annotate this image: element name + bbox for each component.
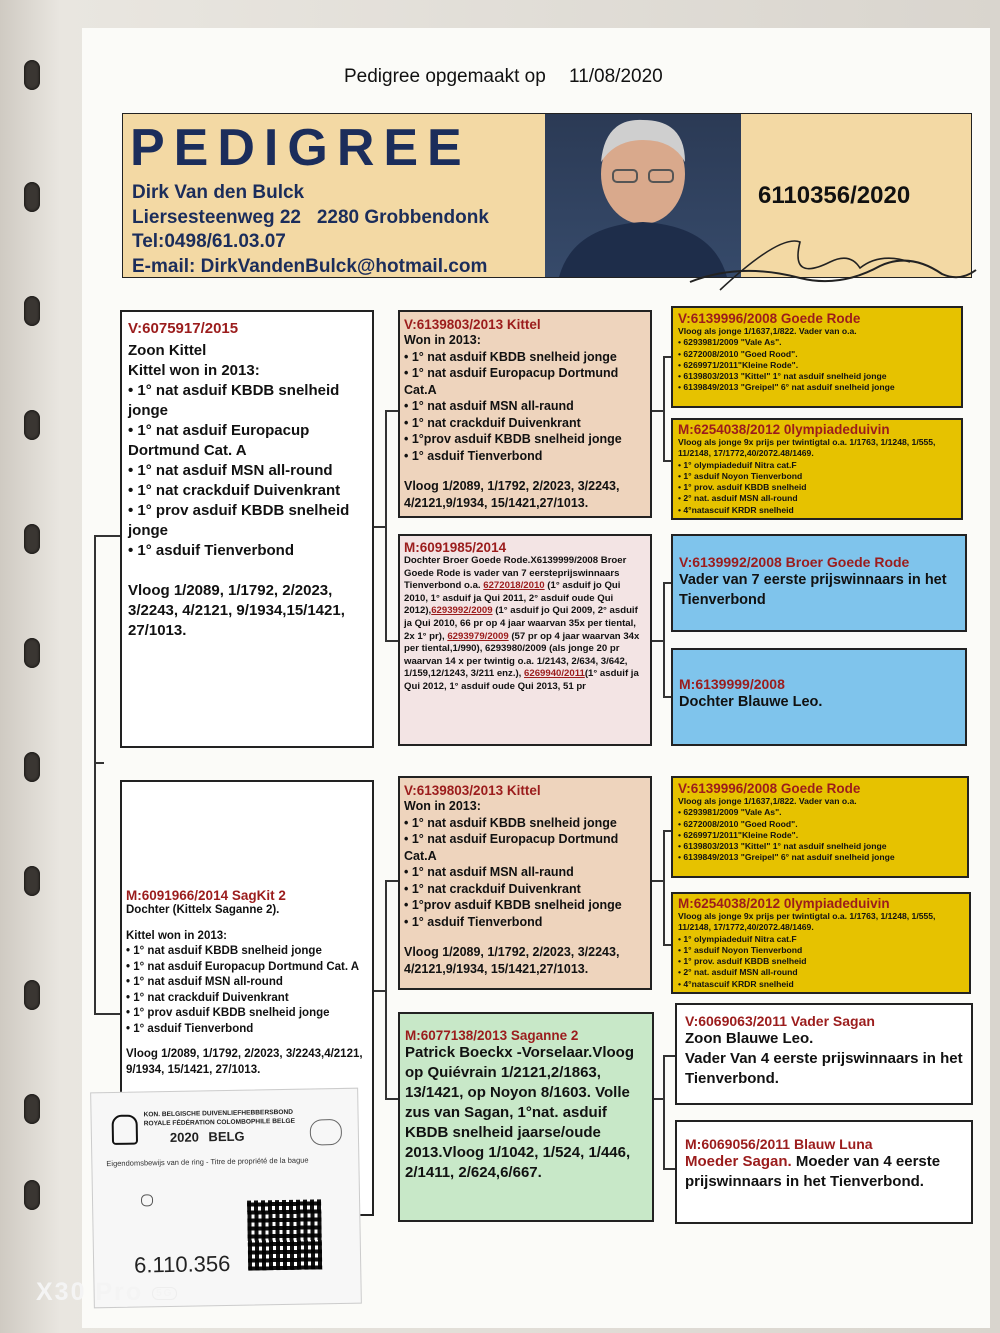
- goede-rode-item: • 6272008/2010 "Goed Rood".: [678, 818, 798, 829]
- saganne-text: Patrick Boeckx -Vorselaar.Vloog op Quiévrain 1/2121,2/1863, 13/1421, op Noyon 8/1603. Volle zus van Sagan, 1°nat. asduif KBDB snelheid jaarse/oude 2013.Vloog 1/1042, 1/524, 1/446, 2/1411, 2/624,6/667.: [405, 1044, 634, 1181]
- goede-rode-item: • 6139849/2013 "Greipel" 6° nat asduif snelheid jonge: [678, 382, 895, 393]
- broer-text: Vader van 7 eerste prijswinnaars in het Tienverbond: [679, 572, 947, 608]
- olympiade-item: • 2° nat. asduif MSN all-round: [678, 967, 798, 978]
- sagkit-id: M:6091966/2014 SagKit 2: [126, 888, 286, 903]
- subject-bullet: • 1° nat asduif MSN all-round: [128, 462, 333, 479]
- kittel-bullet: • 1° nat asduif MSN all-raund: [404, 865, 574, 879]
- olympiade-id: M:6254038/2012 0lympiadeduivin: [678, 422, 890, 437]
- kittel-bullet: • 1° asduif Tienverbond: [404, 914, 543, 929]
- punch-hole: [24, 60, 40, 90]
- kittel-id: V:6139803/2013 Kittel: [404, 317, 541, 332]
- dam-text: Dochter Broer Goede Rode.X6139999/2008 Broer Goede Rode is vader van 7 eersteprijswinnaars Tienverbond o.a. 6272018/2010 (1° asduif jo Qui 2010, 1° asduif ja Qui 2011, 2° asduif oude Qui 2012),6293992/2009 (1° asduif jo Qui 2009, 2° asduif ja Qui 2010, 66 pr op 4 jaar waarvan 35x per tiental, 2x 1° pr), 6293979/2009 (57 pr op 4 jaar waarvan 34x per tiental,1/990), 6293980/2009 (als jonge 20 pr waarvan 14 x per twintig o.a. 1/2143, 2/634, 3/642, 1/159,12/1243, 3/211 enz.), 6269940/2011(1° asduif ja Qui 2012, 1° asduif oude Qui 2013, 51 pr: [404, 555, 640, 692]
- sagkit-bullet: • 1° prov asduif KBDB snelheid jonge: [126, 1007, 330, 1019]
- broer-id: V:6139992/2008 Broer Goede Rode: [679, 554, 910, 570]
- dam-id: M:6091985/2014: [404, 540, 507, 555]
- dam-box: [398, 534, 652, 746]
- punch-hole: [24, 752, 40, 782]
- kittel-bullet: • 1° nat crackduif Duivenkrant: [404, 415, 581, 430]
- subject-line-2: Kittel won in 2013:: [128, 362, 260, 379]
- connector: [385, 640, 399, 642]
- kittel-bullet: • 1° nat asduif Europacup Dortmund Cat.A: [404, 832, 619, 863]
- watermark-model: X30 Pro: [36, 1278, 144, 1306]
- sire-kittel-box: [398, 310, 652, 518]
- punch-hole: [24, 182, 40, 212]
- kittel-intro: Won in 2013:: [404, 799, 481, 813]
- sagan-line-2: Vader Van 4 eerste prijswinnaars in het Tienverbond.: [685, 1050, 963, 1087]
- olympiade-item: • 1° olympiadeduif Nitra cat.F: [678, 933, 797, 944]
- connector: [94, 1013, 122, 1015]
- sagkit-won: Kittel won in 2013:: [126, 929, 227, 942]
- luna-text: Moeder Sagan. Moeder van 4 eerste prijswinnaars in het Tienverbond.: [685, 1153, 941, 1190]
- connector: [652, 410, 664, 412]
- connector: [663, 460, 671, 462]
- seal-icon: [310, 1119, 342, 1146]
- connector: [663, 1055, 665, 1170]
- signature-icon: [680, 222, 980, 302]
- connector: [663, 356, 671, 358]
- kittel-bullet: • 1° nat asduif MSN all-raund: [404, 399, 574, 413]
- goede-rode-item: • 6272008/2010 "Goed Rood".: [678, 348, 798, 359]
- olympiade-item: • 1° prov. asduif KBDB snelheid: [678, 956, 807, 967]
- subject-bullet: • 1° nat asduif KBDB snelheid jonge: [128, 382, 340, 419]
- ring-number: 6110356/2020: [758, 182, 911, 209]
- owner-info: [132, 181, 489, 279]
- ownership-card: [90, 1088, 362, 1309]
- punch-hole: [24, 980, 40, 1010]
- connector: [374, 526, 386, 528]
- punch-hole: [24, 638, 40, 668]
- connector: [663, 830, 671, 832]
- goede-rode-box-2: [671, 776, 969, 878]
- olympiade-item: • 1° asduif Noyon Tienverbond: [678, 470, 803, 481]
- sagkit-vloog: Vloog 1/2089, 1/1792, 2/2023, 3/2243,4/2121, 9/1934, 15/1421, 27/1013.: [126, 1048, 363, 1076]
- sagkit-bullet: • 1° nat crackduif Duivenkrant: [126, 991, 289, 1004]
- punch-hole: [24, 524, 40, 554]
- kittel-bullet: • 1° asduif Tienverbond: [404, 448, 543, 463]
- saganne-id: M:6077138/2013 Saganne 2: [405, 1028, 579, 1043]
- subject-bullet: • 1° prov asduif KBDB snelheid jonge: [128, 502, 350, 539]
- subject-vloog: Vloog 1/2089, 1/1792, 2/2023, 3/2243, 4/2121, 9/1934,15/1421, 27/1013.: [128, 582, 345, 639]
- sagkit-sub: Dochter (Kittelx Saganne 2).: [126, 904, 280, 916]
- kittel-bullet: • 1° nat asduif KBDB snelheid jonge: [404, 349, 617, 364]
- goede-rode-intro: Vloog als jonge 1/1637,1/822. Vader van o.a.: [678, 326, 857, 336]
- card-caption: Eigendomsbewijs van de ring - Titre de propriété de la bague: [106, 1155, 309, 1169]
- dochter-id: M:6139999/2008: [679, 676, 785, 692]
- goede-rode-item: • 6293981/2009 "Vale As".: [678, 807, 782, 818]
- kittel-bullet: • 1°prov asduif KBDB snelheid jonge: [404, 898, 622, 912]
- qr-code-icon: [247, 1199, 322, 1270]
- goede-rode-item: • 6269971/2011"Kleine Rode".: [678, 359, 799, 370]
- sagkit-bullet: • 1° nat asduif KBDB snelheid jonge: [126, 945, 322, 957]
- olympiade-intro: Vloog als jonge 9x prijs per twintigtal o.a. 1/1763, 1/1248, 1/555, 11/2148, 17/1772,40/2072.48/1469.: [678, 911, 936, 933]
- subject-box: [120, 310, 374, 748]
- card-year: 2020: [169, 1129, 199, 1145]
- connector: [652, 880, 664, 882]
- kittel-vloog: Vloog 1/2089, 1/1792, 2/2023, 3/2243, 4/2121,9/1934, 15/1421,27/1013.: [404, 479, 620, 510]
- punch-hole: [24, 410, 40, 440]
- owner-email: E-mail: DirkVandenBulck@hotmail.com: [132, 255, 488, 277]
- connector: [385, 410, 399, 412]
- owner-tel: Tel:0498/61.03.07: [132, 231, 286, 252]
- goede-rode-box: [671, 306, 963, 408]
- connector: [663, 1168, 675, 1170]
- goede-rode-item: • 6139803/2013 "Kittel" 1° nat asduif snelheid jonge: [678, 841, 887, 852]
- kittel-intro: Won in 2013:: [404, 333, 481, 347]
- connector: [94, 762, 104, 764]
- sagkit-bullet: • 1° nat asduif Europacup Dortmund Cat. A: [126, 960, 360, 973]
- goede-rode-item: • 6269971/2011"Kleine Rode".: [678, 829, 799, 840]
- kittel-bullet: • 1°prov asduif KBDB snelheid jonge: [404, 432, 622, 446]
- goede-rode-id: V:6139996/2008 Goede Rode: [678, 311, 861, 326]
- goede-rode-item: • 6293981/2009 "Vale As".: [678, 337, 782, 348]
- connector: [652, 640, 664, 642]
- olympiade-box-2: [671, 892, 971, 994]
- kittel-bullet: • 1° nat crackduif Duivenkrant: [404, 881, 581, 896]
- subject-bullet: • 1° nat crackduif Duivenkrant: [128, 482, 341, 499]
- connector: [94, 535, 96, 1015]
- owner-address: Liersesteenweg 22 2280 Grobbendonk: [132, 206, 489, 228]
- card-org: KON. BELGISCHE DUIVENLIEFHEBBERSBOND ROYALE FÉDÉRATION COLOMBOPHILE BELGE: [143, 1108, 296, 1128]
- punch-hole: [24, 1094, 40, 1124]
- connector: [385, 880, 399, 882]
- watermark-tag: 5G: [152, 1287, 177, 1300]
- owner-name: Dirk Van den Bulck: [132, 182, 305, 203]
- sagkit-bullet: • 1° nat asduif MSN all-round: [126, 976, 283, 988]
- saganne-box: [398, 1012, 654, 1222]
- header-date: 11/08/2020: [569, 66, 663, 87]
- kittel-vloog: Vloog 1/2089, 1/1792, 2/2023, 3/2243, 4/2121,9/1934, 15/1421,27/1013.: [404, 945, 620, 976]
- punch-hole: [24, 1180, 40, 1210]
- olympiade-item: • 1° prov. asduif KBDB snelheid: [678, 482, 807, 493]
- card-number: 6.110.356: [133, 1250, 231, 1278]
- olympiade-intro: Vloog als jonge 9x prijs per twintigtal o.a. 1/1763, 1/1248, 1/555, 11/2148, 17/1772,40/2072.48/1469.: [678, 437, 936, 459]
- connector: [663, 944, 671, 946]
- subject-bullet: • 1° nat asduif Europacup Dortmund Cat. A: [128, 422, 310, 459]
- goede-rode-item: • 6139803/2013 "Kittel" 1° nat asduif snelheid jonge: [678, 371, 887, 382]
- header-label: Pedigree opgemaakt op: [344, 66, 546, 87]
- luna-box: [675, 1120, 973, 1224]
- header-line: [344, 66, 663, 88]
- connector: [663, 830, 665, 945]
- connector: [663, 696, 671, 698]
- dochter-text: Dochter Blauwe Leo.: [679, 694, 823, 710]
- olympiade-id: M:6254038/2012 0lympiadeduivin: [678, 896, 890, 911]
- kittel-bullet: • 1° nat asduif KBDB snelheid jonge: [404, 815, 617, 830]
- punch-hole: [24, 296, 40, 326]
- luna-id: M:6069056/2011 Blauw Luna: [685, 1136, 873, 1152]
- kbdb-logo-icon: [112, 1115, 139, 1145]
- connector: [94, 535, 122, 537]
- olympiade-item: • 1° asduif Noyon Tienverbond: [678, 944, 803, 955]
- sire-kittel-box-2: [398, 776, 652, 990]
- goede-rode-intro: Vloog als jonge 1/1637,1/822. Vader van o.a.: [678, 796, 857, 806]
- connector: [663, 356, 665, 461]
- connector: [374, 990, 386, 992]
- olympiade-box: [671, 418, 963, 520]
- sagan-line-1: Zoon Blauwe Leo.: [685, 1030, 814, 1047]
- ring-hole-icon: [141, 1194, 153, 1206]
- olympiade-item: • 2° nat. asduif MSN all-round: [678, 493, 798, 504]
- olympiade-item: • 1° olympiadeduif Nitra cat.F: [678, 459, 797, 470]
- sagkit-bullet: • 1° asduif Tienverbond: [126, 1022, 254, 1035]
- goede-rode-item: • 6139849/2013 "Greipel" 6° nat asduif snelheid jonge: [678, 852, 895, 863]
- dochter-box: [671, 648, 967, 746]
- kittel-id: V:6139803/2013 Kittel: [404, 783, 541, 798]
- subject-bullet: • 1° asduif Tienverbond: [128, 542, 295, 559]
- connector: [663, 1055, 675, 1057]
- card-country: BELG: [208, 1128, 245, 1145]
- sagan-box: [675, 1003, 973, 1105]
- olympiade-item: • 4°natascuif KRDR snelheid: [678, 504, 794, 515]
- kittel-bullet: • 1° nat asduif Europacup Dortmund Cat.A: [404, 366, 619, 397]
- connector: [385, 1098, 399, 1100]
- subject-id: V:6075917/2015: [128, 320, 239, 337]
- olympiade-item: • 4°natascuif KRDR snelheid: [678, 978, 794, 989]
- card-year-line: [170, 1129, 245, 1145]
- broer-box: [671, 534, 967, 632]
- connector: [663, 582, 671, 584]
- banner-title: PEDIGREE: [130, 119, 471, 177]
- sagan-id: V:6069063/2011 Vader Sagan: [685, 1013, 875, 1029]
- goede-rode-id: V:6139996/2008 Goede Rode: [678, 781, 861, 796]
- camera-watermark: [36, 1278, 177, 1307]
- punch-hole: [24, 866, 40, 896]
- subject-line-1: Zoon Kittel: [128, 342, 207, 359]
